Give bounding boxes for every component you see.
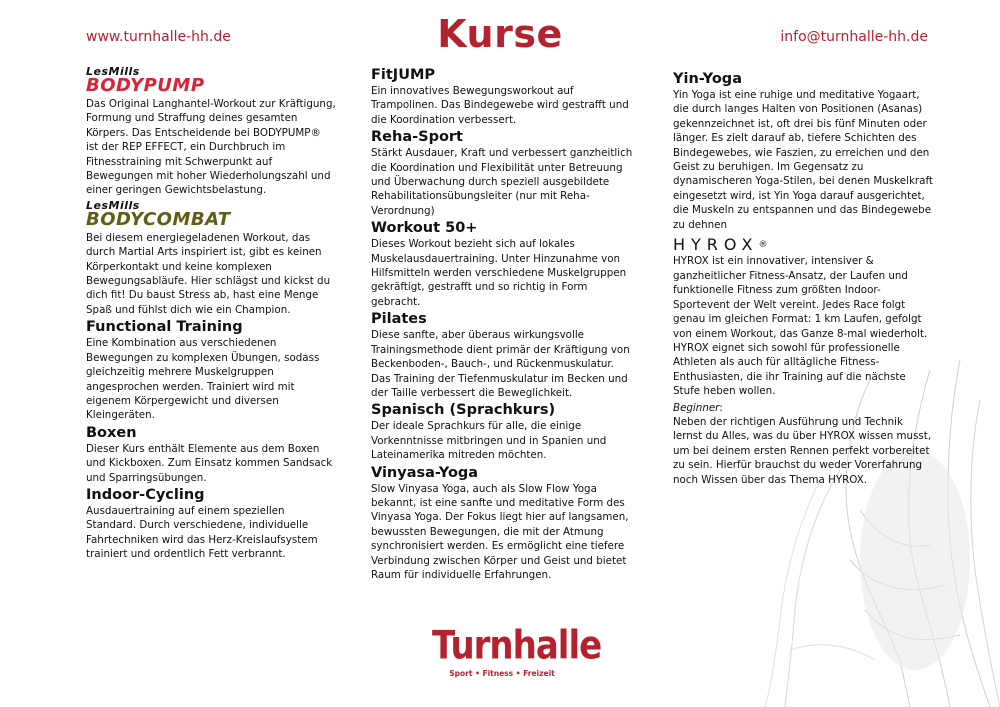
vinyasa-yoga-heading: Vinyasa-Yoga bbox=[371, 464, 479, 481]
indoor-cycling-heading: Indoor-Cycling bbox=[86, 486, 205, 503]
lesmills-wordmark: LesMills bbox=[86, 65, 140, 78]
boxen-text: Dieser Kurs enthält Elemente aus dem Boxen und Kickboxen. Zum Einsatz kommen Sandsack und Sparringsübungen. bbox=[86, 442, 333, 484]
vinyasa-yoga-text: Slow Vinyasa Yoga, auch als Slow Flow Yoga bekannt, ist eine sanfte und meditative Form des Vinyasa Yoga. Der Fokus liegt hier auf langsamen, bewussten Bewegungen, die mit der Atmung synchronisiert werden. Es ermöglicht eine tiefere Verbindung zwischen Körper und Geist und bietet Raum für individuelle Erfahrungen. bbox=[371, 482, 629, 581]
bodypump-wordmark: BODYPUMP bbox=[86, 75, 205, 96]
hyrox-beginner-label bbox=[673, 401, 935, 415]
column-left bbox=[86, 66, 336, 564]
column-right bbox=[673, 70, 935, 489]
spanisch-text: Der ideale Sprachkurs für alle, die einige Vorkenntnisse mitbringen und in Spanien und Lateinamerika mitreden möchten. bbox=[371, 420, 607, 462]
turnhalle-logo bbox=[432, 623, 602, 678]
hyrox-wordmark: HYROX bbox=[673, 235, 759, 255]
bodypump-text: Das Original Langhantel-Workout zur Kräftigung, Formung und Straffung deines gesamten Körpers. Das Entscheidende bei BODYPUMP® ist der REP EFFECT, ein Durchbruch im Fitnesstraining mit Schwerpunkt auf Bewegungen mit hoher Wiederholungszahl und einer geringen Gewichtsbelastung. bbox=[86, 98, 336, 197]
spanisch-heading: Spanisch (Sprachkurs) bbox=[371, 402, 556, 419]
reha-sport-heading: Reha-Sport bbox=[371, 129, 463, 146]
bodypump-logo bbox=[86, 66, 336, 95]
workout-50-text: Dieses Workout bezieht sich auf lokales Muskelausdauertraining. Unter Hinzunahme von Hilfsmitteln werden verschiedene Muskelgruppen gekräftigt, gestrafft und so richtig in Form gebracht. bbox=[371, 238, 627, 308]
column-middle bbox=[371, 66, 633, 584]
pilates-heading: Pilates bbox=[371, 311, 427, 328]
yin-yoga-heading: Yin-Yoga bbox=[673, 71, 742, 87]
functional-training-text: Eine Kombination aus verschiedenen Bewegungen zu komplexen Übungen, sodass gleichzeitig mehrere Muskelgruppen angesprochen werden. Trainiert wird mit eigenem Körpergewicht und diversen Kleingeräten. bbox=[86, 337, 320, 422]
turnhalle-tagline: Sport • Fitness • Freizeit bbox=[449, 669, 555, 678]
hyrox-text: HYROX ist ein innovativer, intensiver & ganzheitlicher Fitness-Ansatz, der Laufen und funktionelle Fitness zum größten Indoor-Sportevent der Welt vereint. Jedes Race folgt genau im gleichen Format: 1 km Laufen, gefolgt von einem Workout, das Ganze 8-mal wiederholt. HYROX eignet sich sowohl für professionelle Athleten als auch für alltägliche Fitness-Enthusiasten, die ihr Training auf die nächste Stufe heben wollen. bbox=[673, 255, 928, 398]
indoor-cycling-text: Ausdauertraining auf einem speziellen Standard. Durch verschiedene, individuelle Fahrtechniken wird das Herz-Kreislaufsystem trainiert und ordentlich Fett verbrannt. bbox=[86, 504, 318, 561]
reha-sport-text: Stärkt Ausdauer, Kraft und verbessert ganzheitlich die Koordination und Flexibilität unter Betreuung und Überwachung durch speziell ausgebildete Rehabilitationsübungsleiter (nur mit Reha-Verordnung) bbox=[371, 147, 633, 217]
beginner-label: Beginner bbox=[673, 401, 720, 414]
functional-training-heading: Functional Training bbox=[86, 319, 243, 336]
bodycombat-text: Bei diesem energiegeladenen Workout, das durch Martial Arts inspiriert ist, gibt es keinen Körperkontakt und keine komplexen Bewegungsabläufe. Hier schlägst und kickst du dich fit! Du baust Stress ab, hast eine Menge Spaß und fühlst dich wie ein Champion. bbox=[86, 231, 331, 316]
email-link[interactable]: info@turnhalle-hh.de bbox=[780, 29, 928, 45]
bodycombat-wordmark: BODYCOMBAT bbox=[86, 208, 231, 230]
fitjump-text: Ein innovatives Bewegungsworkout auf Trampolinen. Das Bindegewebe wird gestrafft und die Koordination verbessert. bbox=[371, 85, 629, 126]
fitjump-heading: FitJUMP bbox=[371, 67, 436, 83]
workout-50-heading: Workout 50+ bbox=[371, 220, 478, 237]
page-title: Kurse bbox=[437, 12, 563, 56]
pilates-text: Diese sanfte, aber überaus wirkungsvolle Trainingsmethode dient primär der Kräftigung von Beckenboden-, Bauch-, und Rückenmuskulatur. Das Training der Tiefenmuskulatur im Becken und der Taille verbessert die Beweglichkeit. bbox=[371, 329, 630, 399]
hyrox-logo bbox=[673, 235, 935, 255]
hyrox-beginner-text: Neben der richtigen Ausführung und Technik lernst du Alles, was du über HYROX wissen musst, um bei deinem ersten Rennen perfekt vorbereitet zu sein. Hierfür brauchst du weder Vorerfahrung noch Wissen über das Thema HYROX. bbox=[673, 415, 932, 486]
beginner-colon: : bbox=[719, 401, 723, 414]
website-link[interactable]: www.turnhalle-hh.de bbox=[86, 29, 231, 45]
turnhalle-wordmark: Turnhalle bbox=[432, 623, 602, 669]
boxen-heading: Boxen bbox=[86, 424, 137, 441]
lesmills-wordmark: LesMills bbox=[86, 198, 140, 212]
registered-mark: ® bbox=[758, 240, 768, 251]
bodycombat-logo bbox=[86, 200, 336, 229]
yin-yoga-text: Yin Yoga ist eine ruhige und meditative Yogaart, die durch langes Halten von Positionen (Asanas) gekennzeichnet ist, oft drei bis fünf Minuten oder länger. Es zielt darauf ab, tiefere Schichten des Bindegewebes, wie Faszien, zu erreichen und den Geist zu beruhigen. Im Gegensatz zu dynamischeren Yoga-Stilen, bei denen Muskelkraft eingesetzt wird, ist Yin Yoga darauf ausgerichtet, die Muskeln zu entspannen und das Bindegewebe zu dehnen bbox=[673, 89, 933, 231]
